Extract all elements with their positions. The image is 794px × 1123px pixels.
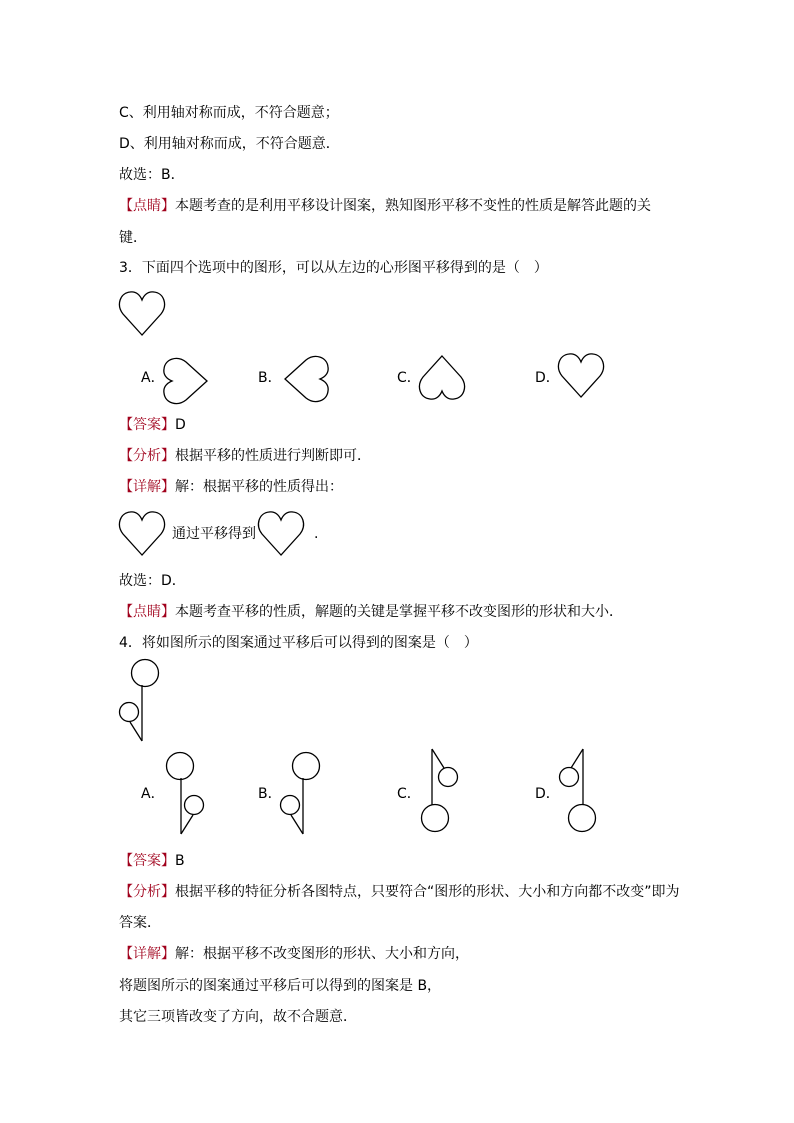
q4-analysis (119, 882, 680, 902)
q4-option-a-label: A． (141, 786, 165, 802)
answer-tag: 【答案】 (119, 417, 175, 433)
option-d-explanation: D、利用轴对称而成，不符合题意． (119, 136, 340, 152)
q4-detail-line-2: 将题图所示的图案通过平移后可以得到的图案是 B， (119, 978, 442, 994)
q3-option-d-label: D． (535, 370, 560, 386)
dianjing-paragraph (119, 196, 651, 216)
detail-heart-left-figure (119, 510, 167, 556)
dianjing-text: 本题考查平移的性质，解题的关键是掌握平移不改变图形的形状和大小． (175, 604, 623, 620)
analysis-tag: 【分析】 (119, 448, 175, 464)
q3-option-b-heart-figure (282, 356, 330, 402)
analysis-text: 根据平移的性质进行判断即可． (175, 448, 371, 464)
answer-value: B (175, 853, 185, 869)
dianjing-text: 本题考查的是利用平移设计图案，熟知图形平移不变性的性质是解答此题的关 (175, 198, 651, 214)
q3-detail (119, 477, 343, 497)
detail-period: . (314, 526, 319, 542)
question-3-stem: 3．下面四个选项中的图形，可以从左边的心形图平移得到的是（ ） (119, 260, 548, 276)
q3-option-a-heart-figure (162, 356, 210, 402)
lollipop-original-figure (119, 655, 169, 745)
option-c-explanation: C、利用轴对称而成，不符合题意； (119, 105, 339, 121)
q4-option-b-figure (280, 748, 330, 838)
q3-option-d-heart-figure (558, 352, 606, 400)
q4-option-d-figure (555, 745, 605, 835)
detail-text: 解：根据平移的性质得出： (175, 479, 343, 495)
q4-option-b-label: B． (258, 786, 282, 802)
answer-value: D (175, 417, 186, 433)
via-translation-text: 通过平移得到 (172, 526, 256, 542)
q3-option-a-label: A． (141, 370, 165, 386)
dianjing-continuation: 键． (119, 230, 147, 246)
detail-heart-right-figure (258, 510, 306, 556)
analysis-text: 根据平移的特征分析各图特点，只要符合“图形的形状、大小和方向都不改变”即为 (175, 884, 680, 900)
q4-analysis-continuation: 答案． (119, 915, 161, 931)
dianjing-tag: 【点睛】 (119, 198, 175, 214)
q4-detail-line-3: 其它三项皆改变了方向，故不合题意． (119, 1009, 357, 1025)
analysis-tag: 【分析】 (119, 884, 175, 900)
q4-option-c-figure (418, 745, 468, 835)
dianjing-tag: 【点睛】 (119, 604, 175, 620)
answer-tag: 【答案】 (119, 853, 175, 869)
q3-choice: 故选：D． (119, 573, 186, 589)
heart-original-figure (119, 290, 169, 338)
q3-option-c-heart-figure (419, 354, 467, 400)
detail-tag: 【详解】 (119, 479, 175, 495)
detail-tag: 【详解】 (119, 946, 175, 962)
choice-statement: 故选：B． (119, 167, 185, 183)
q4-option-d-label: D． (535, 786, 560, 802)
q3-dianjing (119, 602, 623, 622)
q3-analysis (119, 446, 371, 466)
detail-text: 解：根据平移不改变图形的形状、大小和方向， (175, 946, 469, 962)
q4-option-a-figure (160, 748, 210, 838)
q3-answer (119, 415, 186, 435)
q4-option-c-label: C． (397, 786, 421, 802)
q4-detail (119, 944, 469, 964)
q4-answer (119, 851, 185, 871)
q3-option-b-label: B． (258, 370, 282, 386)
q3-option-c-label: C． (397, 370, 421, 386)
question-4-stem: 4．将如图所示的图案通过平移后可以得到的图案是（ ） (119, 635, 478, 651)
